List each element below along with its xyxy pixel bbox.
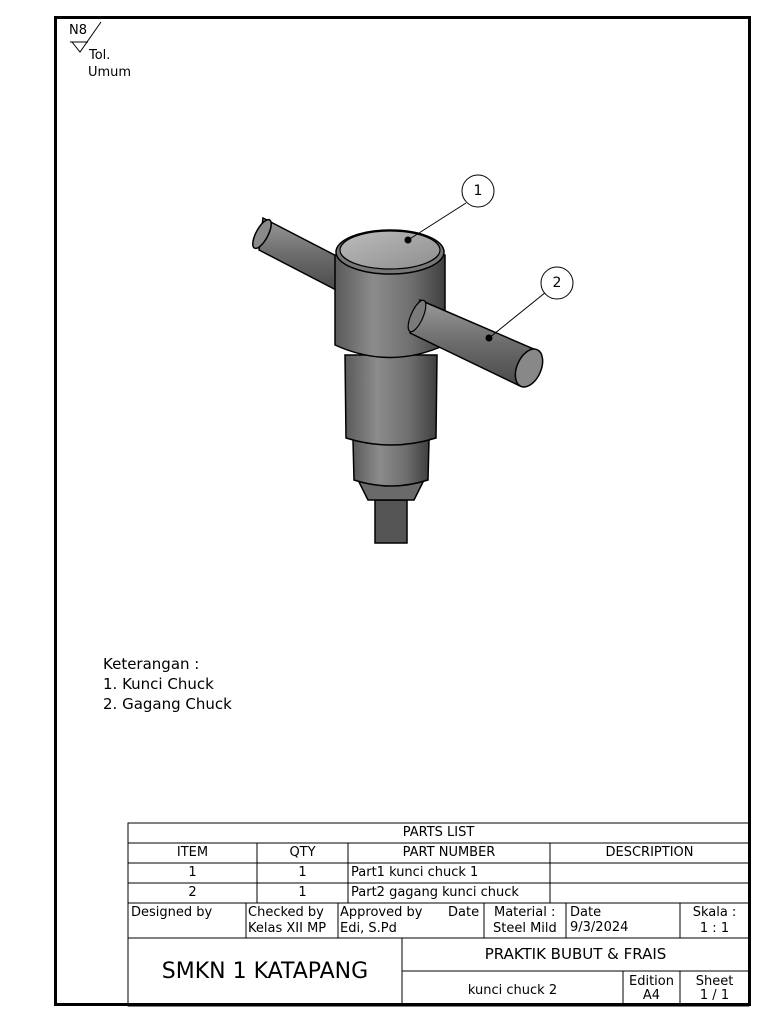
school-name: SMKN 1 KATAPANG (161, 959, 369, 984)
table-cell-part: Part1 kunci chuck 1 (351, 865, 479, 880)
tolerance-general-label: Umum (88, 65, 132, 80)
table-cell-part: Part2 gagang kunci chuck (351, 885, 519, 900)
designed-by-label: Designed by (131, 905, 213, 920)
col-header-item: ITEM (176, 845, 209, 860)
approved-by-value: Edi, S.Pd (340, 921, 397, 936)
table-cell-item: 1 (188, 865, 197, 880)
table-cell-item: 2 (188, 885, 197, 900)
edition-value: A4 (642, 988, 661, 1003)
drawing-name: kunci chuck 2 (467, 983, 558, 998)
project-title: PRAKTIK BUBUT & FRAIS (484, 945, 667, 963)
table-cell-qty: 1 (298, 865, 307, 880)
approved-by-label: Approved by (340, 905, 423, 920)
edition-label: Edition (629, 974, 674, 989)
notes-item: 1. Kunci Chuck (103, 675, 214, 693)
balloon-2-label: 2 (552, 275, 562, 291)
notes-heading: Keterangan : (103, 655, 200, 673)
parts-list-title: PARTS LIST (402, 825, 475, 840)
col-header-description: DESCRIPTION (605, 845, 694, 860)
date-label: Date (570, 905, 602, 920)
sheet-label: Sheet (695, 974, 734, 989)
material-value: Steel Mild (493, 921, 557, 936)
checked-by-value: Kelas XII MP (248, 921, 327, 936)
scale-value: 1 : 1 (699, 921, 730, 936)
surface-finish-value: N8 (69, 23, 87, 38)
table-cell-qty: 1 (298, 885, 307, 900)
sheet-value: 1 / 1 (699, 988, 730, 1003)
notes-item: 2. Gagang Chuck (103, 695, 232, 713)
material-label: Material : (494, 905, 556, 920)
col-header-part-number: PART NUMBER (402, 845, 496, 860)
scale-label: Skala : (692, 905, 737, 920)
approval-date-label: Date (448, 905, 480, 920)
col-header-qty: QTY (289, 845, 316, 860)
tolerance-label: Tol. (89, 48, 111, 63)
balloon-1-label: 1 (473, 183, 483, 199)
checked-by-label: Checked by (248, 905, 324, 920)
date-value: 9/3/2024 (570, 920, 629, 935)
